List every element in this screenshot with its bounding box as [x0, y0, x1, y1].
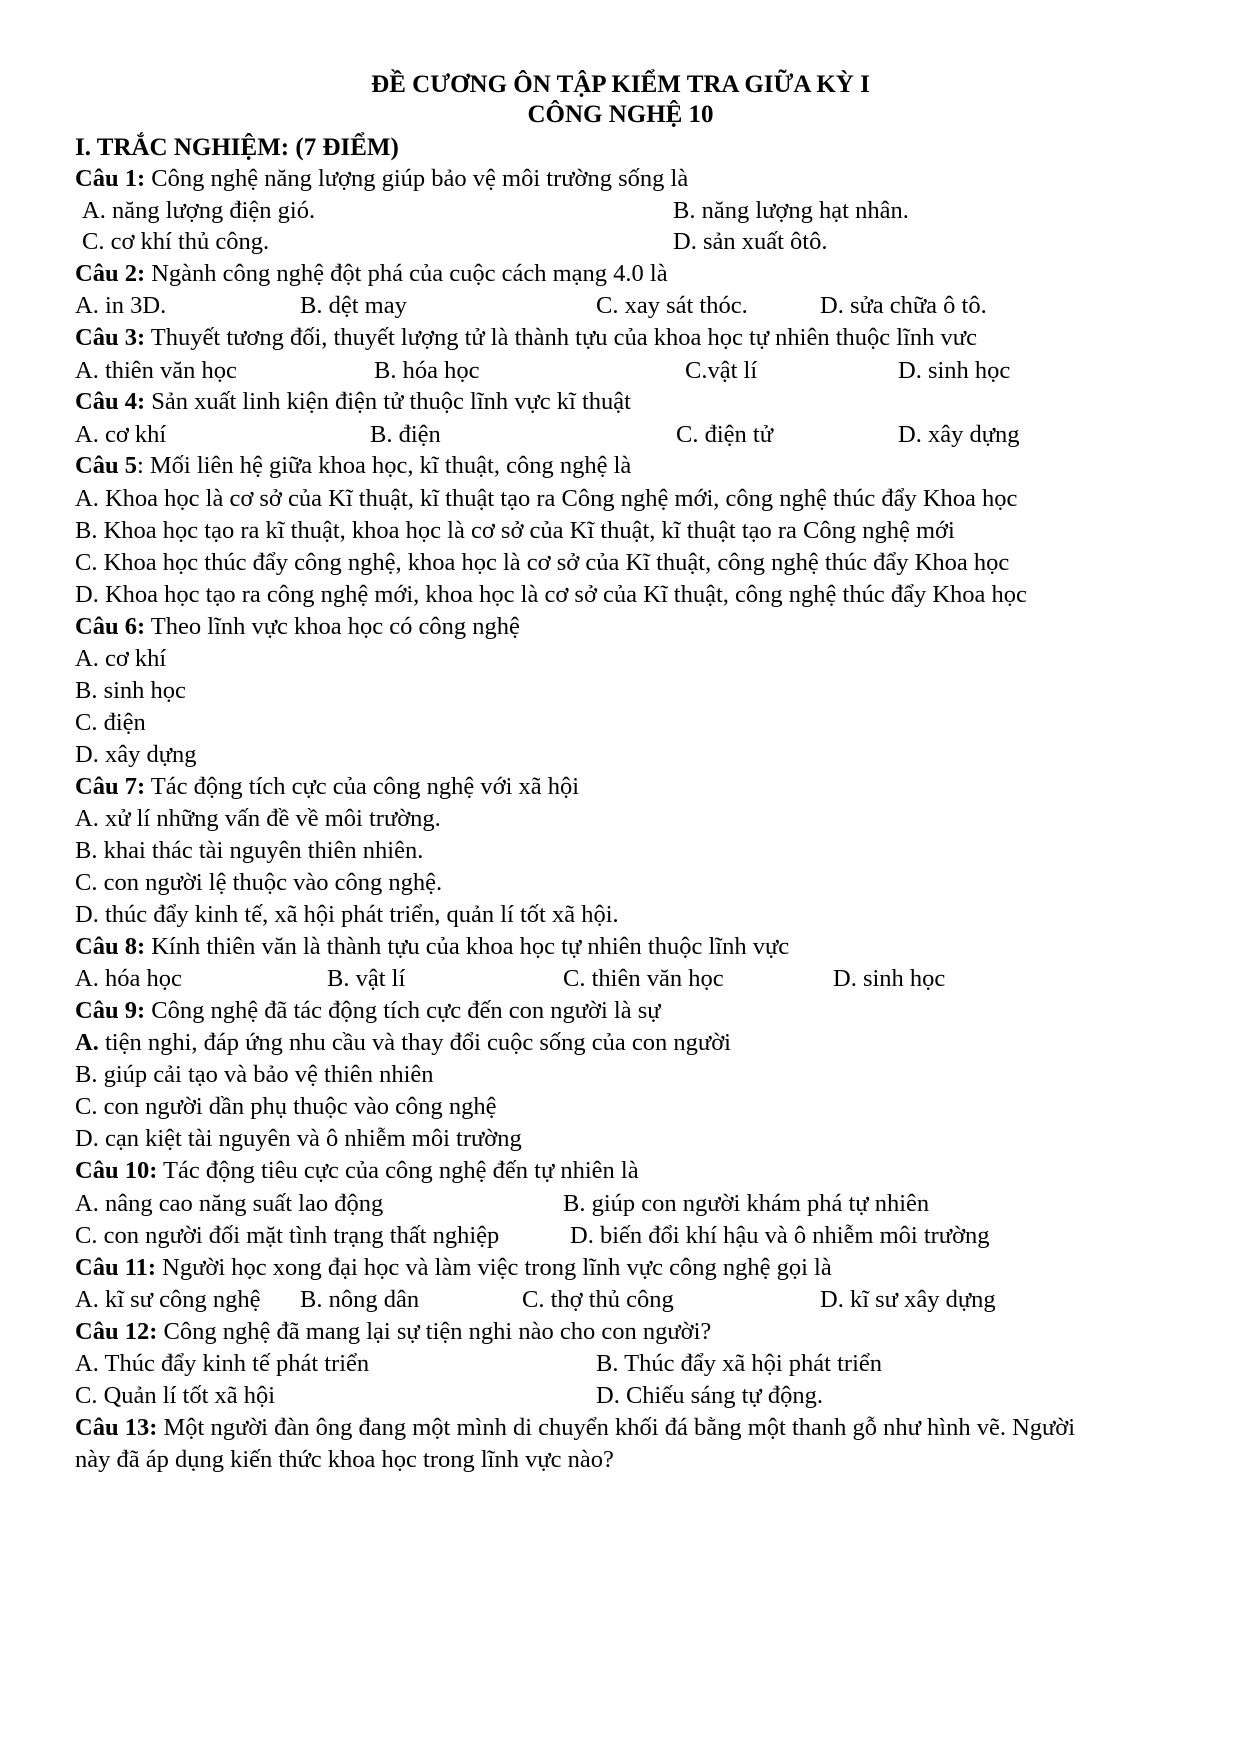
option-c: C. Khoa học thúc đẩy công nghệ, khoa học là cơ sở của Kĩ thuật, công nghệ thúc đẩy Khoa học [75, 549, 1010, 576]
question-text: Ngành công nghệ đột phá của cuộc cách mạng 4.0 là [145, 260, 668, 287]
question-text: Tác động tiêu cực của công nghệ đến tự nhiên là [157, 1157, 639, 1184]
option-c: C. cơ khí thủ công. [82, 228, 270, 255]
question-text: Công nghệ đã mang lại sự tiện nghi nào cho con người? [157, 1318, 712, 1345]
option-a: A. hóa học [75, 965, 182, 992]
question-label: Câu 12: [75, 1318, 158, 1345]
question-text: Thuyết tương đối, thuyết lượng tử là thành tựu của khoa học tự nhiên thuộc lĩnh vưc [145, 324, 977, 351]
question-label: Câu 13: [75, 1414, 158, 1441]
question-12-options-row-1 [0, 1346, 1241, 1382]
option-c: C. con người đối mặt tình trạng thất nghiệp [75, 1222, 500, 1249]
option-a-label: A. [75, 1029, 99, 1056]
option-b: B. sinh học [75, 677, 186, 704]
option-d: D. sửa chữa ô tô. [820, 292, 987, 319]
question-8-options [0, 961, 1241, 997]
question-12-options-row-2 [0, 1378, 1241, 1414]
option-d: D. cạn kiệt tài nguyên và ô nhiễm môi trường [75, 1125, 522, 1152]
question-8 [0, 929, 1241, 965]
question-label: Câu 8: [75, 933, 146, 960]
question-11-options [0, 1282, 1241, 1318]
question-6-option-a [0, 641, 1241, 677]
option-a: A. cơ khí [75, 421, 167, 448]
question-label: Câu 11: [75, 1254, 157, 1281]
question-label: Câu 5 [75, 452, 137, 479]
option-a: A. cơ khí [75, 645, 167, 672]
option-c: C. con người dần phụ thuộc vào công nghệ [75, 1093, 497, 1120]
question-text: : Mối liên hệ giữa khoa học, kĩ thuật, công nghệ là [136, 452, 632, 479]
question-2 [0, 256, 1241, 292]
question-text: Kính thiên văn là thành tựu của khoa học tự nhiên thuộc lĩnh vực [145, 933, 790, 960]
option-b: B. nông dân [300, 1286, 420, 1313]
option-a: tiện nghi, đáp ứng nhu cầu và thay đổi cuộc sống của con người [98, 1029, 731, 1056]
section-heading: I. TRẮC NGHIỆM: (7 ĐIỂM) [75, 134, 399, 161]
question-text: Công nghệ đã tác động tích cực đến con người là sự [145, 997, 661, 1024]
option-d: D. sản xuất ôtô. [673, 228, 828, 255]
option-b: B. giúp con người khám phá tự nhiên [563, 1190, 930, 1217]
question-label: Câu 10: [75, 1157, 158, 1184]
question-text: Theo lĩnh vực khoa học có công nghệ [145, 613, 520, 640]
option-b: B. Khoa học tạo ra kĩ thuật, khoa học là cơ sở của Kĩ thuật, kĩ thuật tạo ra Công nghệ mới [75, 517, 955, 544]
question-7 [0, 769, 1241, 805]
question-6 [0, 609, 1241, 645]
option-b: B. giúp cải tạo và bảo vệ thiên nhiên [75, 1061, 434, 1088]
option-a: A. in 3D. [75, 292, 167, 319]
option-a: A. năng lượng điện gió. [82, 197, 316, 224]
question-13 [0, 1410, 1241, 1446]
question-9-option-d [0, 1121, 1241, 1157]
question-text: Sản xuất linh kiện điện tử thuộc lĩnh vực kĩ thuật [145, 388, 631, 415]
question-5-option-a [0, 481, 1241, 517]
option-c: C. điện [75, 709, 146, 736]
question-5-option-d [0, 577, 1241, 613]
option-c: C.vật lí [685, 357, 758, 384]
question-6-option-d [0, 737, 1241, 773]
question-7-option-b [0, 833, 1241, 869]
option-b: B. hóa học [374, 357, 480, 384]
option-d: D. sinh học [898, 357, 1011, 384]
option-b: B. dệt may [300, 292, 407, 319]
question-9-option-b [0, 1057, 1241, 1093]
option-c: C. điện tử [676, 421, 773, 448]
question-1 [0, 161, 1241, 197]
question-5 [0, 448, 1241, 484]
option-c: C. Quản lí tốt xã hội [75, 1382, 276, 1409]
question-text: Người học xong đại học và làm việc trong lĩnh vực công nghệ gọi là [156, 1254, 832, 1281]
question-11 [0, 1250, 1241, 1286]
question-label: Câu 4: [75, 388, 146, 415]
question-label: Câu 1: [75, 165, 146, 192]
document-title: ĐỀ CƯƠNG ÔN TẬP KIỂM TRA GIỮA KỲ I [371, 71, 870, 98]
option-a: A. thiên văn học [75, 357, 237, 384]
question-label: Câu 7: [75, 773, 146, 800]
question-7-option-a [0, 801, 1241, 837]
question-9-option-a [0, 1025, 1241, 1061]
option-d: D. sinh học [833, 965, 946, 992]
option-a: A. nâng cao năng suất lao động [75, 1190, 384, 1217]
option-b: B. vật lí [327, 965, 406, 992]
document-subtitle: CÔNG NGHỆ 10 [527, 101, 714, 128]
question-label: Câu 3: [75, 324, 146, 351]
option-a: A. Thúc đẩy kinh tế phát triển [75, 1350, 370, 1377]
question-5-option-c [0, 545, 1241, 581]
option-c: C. thợ thủ công [522, 1286, 674, 1313]
question-7-option-c [0, 865, 1241, 901]
option-c: C. con người lệ thuộc vào công nghệ. [75, 869, 443, 896]
question-text: Công nghệ năng lượng giúp bảo vệ môi trường sống là [145, 165, 689, 192]
question-9-option-c [0, 1089, 1241, 1125]
option-b: B. Thúc đẩy xã hội phát triển [596, 1350, 882, 1377]
question-label: Câu 2: [75, 260, 146, 287]
question-10-options-row-2 [0, 1218, 1241, 1254]
option-a: A. kĩ sư công nghệ [75, 1286, 261, 1313]
question-4 [0, 384, 1241, 420]
question-10-options-row-1 [0, 1186, 1241, 1222]
option-b: B. điện [370, 421, 441, 448]
option-d: D. biến đổi khí hậu và ô nhiễm môi trường [570, 1222, 990, 1249]
option-c: C. xay sát thóc. [596, 292, 748, 319]
option-b: B. năng lượng hạt nhân. [673, 197, 909, 224]
question-label: Câu 9: [75, 997, 146, 1024]
question-12 [0, 1314, 1241, 1350]
question-6-option-b [0, 673, 1241, 709]
question-13-continuation [0, 1442, 1241, 1478]
option-d: D. Khoa học tạo ra công nghệ mới, khoa học là cơ sở của Kĩ thuật, công nghệ thúc đẩy Khoa học [75, 581, 1027, 608]
option-b: B. khai thác tài nguyên thiên nhiên. [75, 837, 424, 864]
question-9 [0, 993, 1241, 1029]
question-text: Một người đàn ông đang một mình di chuyển khối đá bằng một thanh gỗ như hình vẽ. Người [157, 1414, 1076, 1441]
option-d: D. Chiếu sáng tự động. [596, 1382, 823, 1409]
option-d: D. thúc đẩy kinh tế, xã hội phát triển, quản lí tốt xã hội. [75, 901, 619, 928]
option-a: A. xử lí những vấn đề về môi trường. [75, 805, 441, 832]
question-1-options-row-2 [0, 224, 1241, 260]
question-5-option-b [0, 513, 1241, 549]
question-7-option-d [0, 897, 1241, 933]
option-d: D. kĩ sư xây dựng [820, 1286, 996, 1313]
question-6-option-c [0, 705, 1241, 741]
question-10 [0, 1153, 1241, 1189]
option-d: D. xây dựng [898, 421, 1020, 448]
option-a: A. Khoa học là cơ sở của Kĩ thuật, kĩ thuật tạo ra Công nghệ mới, công nghệ thúc đẩy Khoa học [75, 485, 1018, 512]
option-d: D. xây dựng [75, 741, 197, 768]
question-3 [0, 320, 1241, 356]
option-c: C. thiên văn học [563, 965, 724, 992]
question-2-options [0, 288, 1241, 324]
question-text-continuation: này đã áp dụng kiến thức khoa học trong lĩnh vực nào? [75, 1446, 614, 1473]
question-text: Tác động tích cực của công nghệ với xã hội [145, 773, 580, 800]
question-label: Câu 6: [75, 613, 146, 640]
